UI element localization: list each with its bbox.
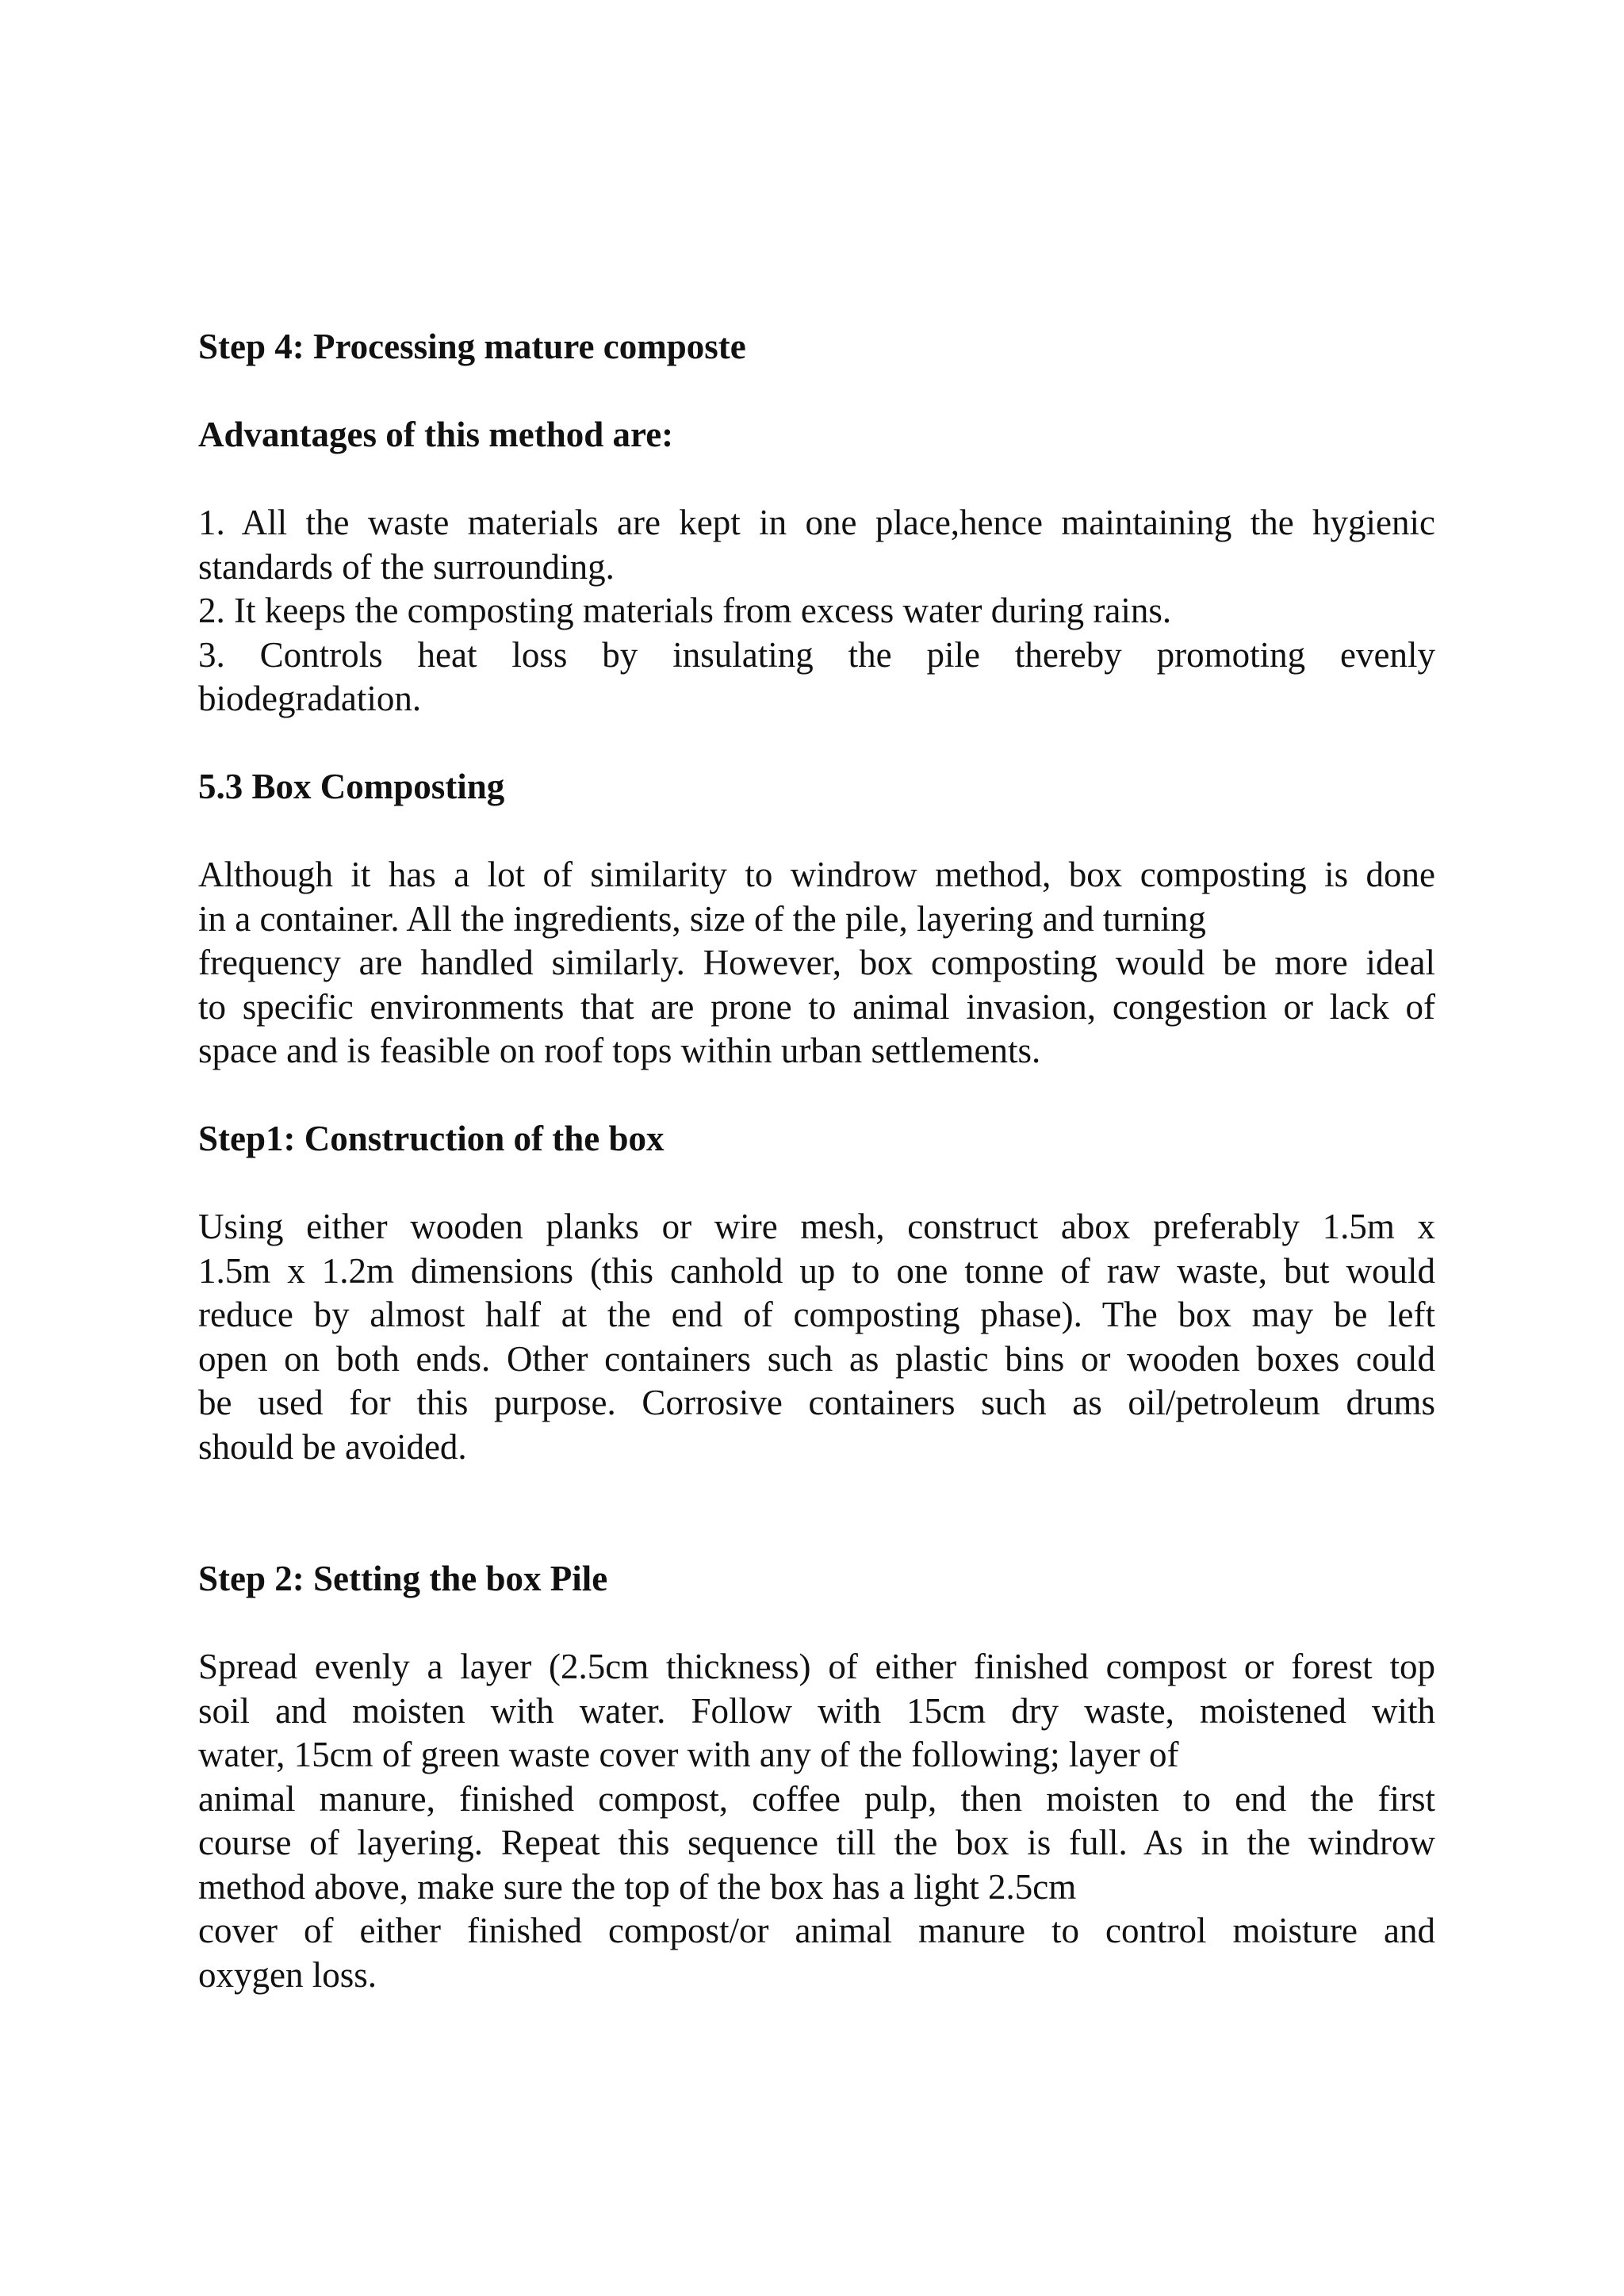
step1-heading: Step1: Construction of the box	[198, 1119, 665, 1158]
paragraph-line: in a container. All the ingredients, size of the pile, layering and turning	[198, 898, 1206, 939]
paragraph-line: animal manure, finished compost, coffee pulp, then moisten to end the first	[198, 1778, 1435, 1819]
section-heading: 5.3 Box Composting	[198, 767, 505, 806]
advantage-1-line-2: standards of the surrounding.	[198, 546, 615, 587]
paragraph-line: water, 15cm of green waste cover with any of the following; layer of	[198, 1735, 1179, 1774]
paragraph-line: course of layering. Repeat this sequence till the box is full. As in the windrow	[198, 1823, 1435, 1862]
advantage-3-line-1: 3. Controls heat loss by insulating the pile thereby promoting evenly	[198, 634, 1435, 675]
paragraph-line: should be avoided.	[198, 1426, 467, 1467]
section-paragraph	[198, 853, 1435, 1073]
advantage-1-line-1: 1. All the waste materials are kept in one place,hence maintaining the hygienic	[198, 503, 1435, 542]
paragraph-line: 1.5m x 1.2m dimensions (this canhold up to one tonne of raw waste, but would	[198, 1250, 1435, 1291]
advantages-list	[198, 501, 1435, 721]
paragraph-line: cover of either finished compost/or animal manure to control moisture and	[198, 1911, 1435, 1950]
step2-paragraph	[198, 1645, 1435, 1997]
paragraph-line: Spread evenly a layer (2.5cm thickness) of either finished compost or forest top	[198, 1647, 1435, 1686]
paragraph-line: Although it has a lot of similarity to windrow method, box composting is done	[198, 855, 1435, 894]
advantage-3-line-2: biodegradation.	[198, 679, 422, 718]
advantages-heading: Advantages of this method are:	[198, 415, 674, 454]
paragraph-line: open on both ends. Other containers such as plastic bins or wooden boxes could	[198, 1338, 1435, 1379]
step1-paragraph	[198, 1205, 1435, 1469]
advantage-2-line-1: 2. It keeps the composting materials from excess water during rains.	[198, 591, 1172, 630]
paragraph-line: frequency are handled similarly. However, box composting would be more ideal	[198, 943, 1435, 982]
paragraph-line: oxygen loss.	[198, 1954, 377, 1995]
paragraph-line: space and is feasible on roof tops within urban settlements.	[198, 1031, 1041, 1070]
paragraph-line: Using either wooden planks or wire mesh, construct abox preferably 1.5m x	[198, 1207, 1435, 1246]
paragraph-line: method above, make sure the top of the box has a light 2.5cm	[198, 1866, 1077, 1907]
paragraph-line: reduce by almost half at the end of composting phase). The box may be left	[198, 1295, 1435, 1334]
paragraph-line: be used for this purpose. Corrosive containers such as oil/petroleum drums	[198, 1383, 1435, 1422]
document-page	[198, 325, 1435, 1997]
paragraph-line: soil and moisten with water. Follow with 15cm dry waste, moistened with	[198, 1690, 1435, 1731]
step4-heading: Step 4: Processing mature composte	[198, 327, 746, 366]
step2-heading: Step 2: Setting the box Pile	[198, 1559, 608, 1598]
paragraph-line: to specific environments that are prone to animal invasion, congestion or lack of	[198, 986, 1435, 1027]
